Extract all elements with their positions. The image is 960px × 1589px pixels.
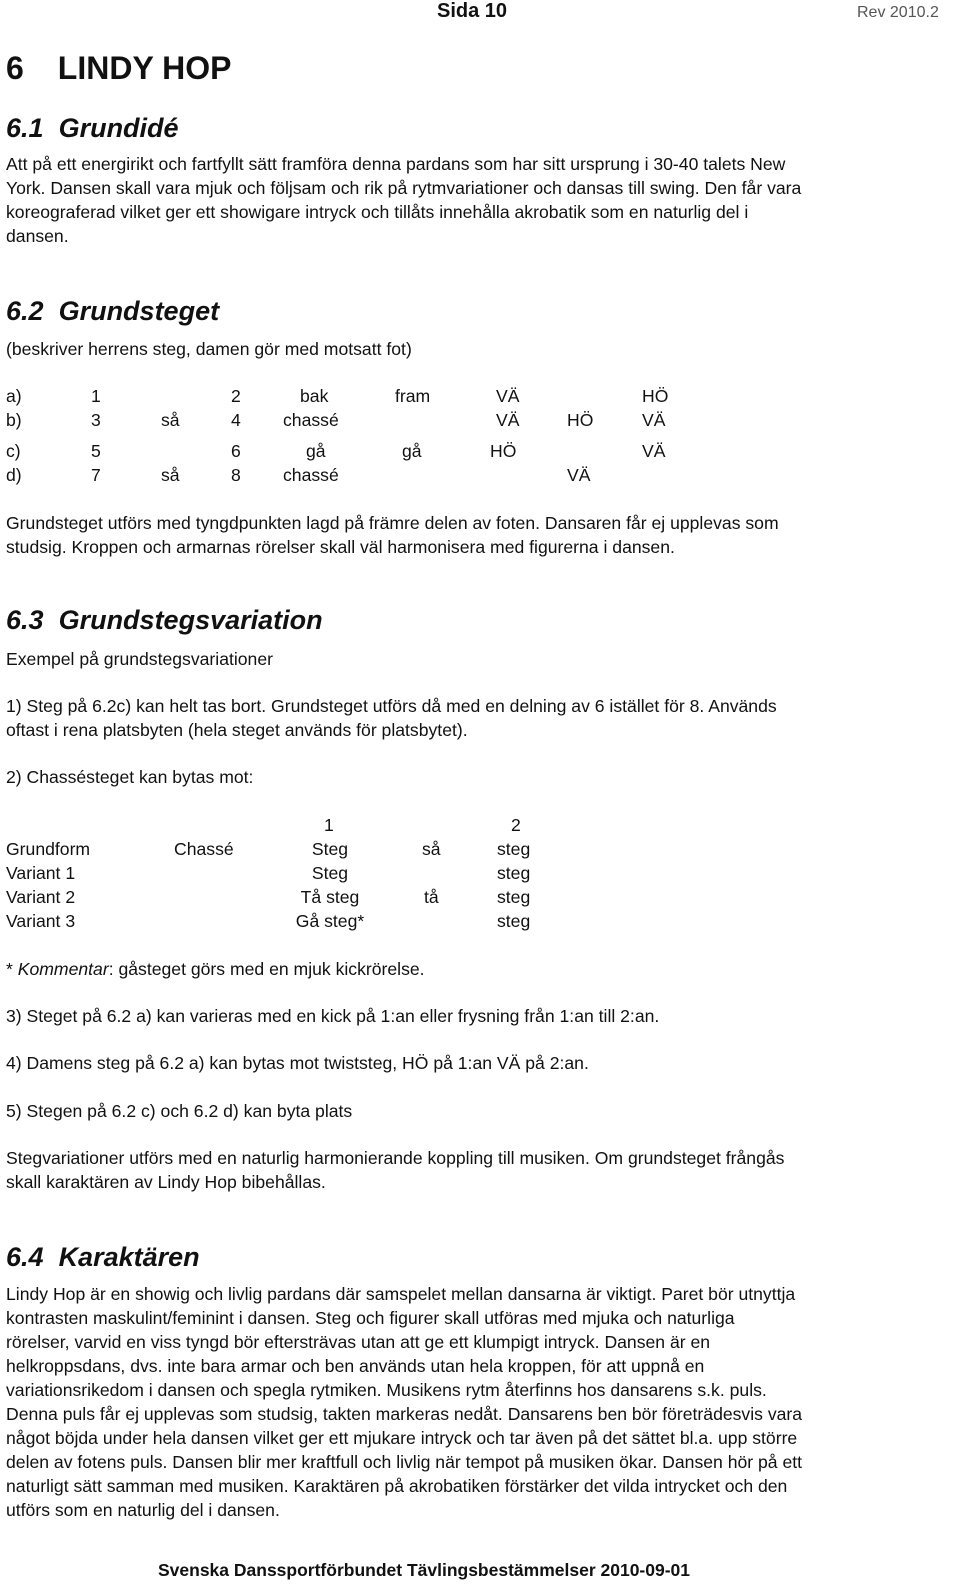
table-cell: Steg [311, 863, 349, 883]
step-cell: HÖ [567, 410, 594, 430]
footer: Svenska Danssportförbundet Tävlingsbestämmelser 2010-09-01 [158, 1560, 691, 1580]
paragraph-line: rörelser, varvid en viss tyngd bör eftersträvas utan att ge ett klumpigt intryck. Dansen är en [6, 1332, 711, 1352]
comment: * Kommentar: gåsteget görs med en mjuk kickrörelse. [6, 959, 425, 979]
table-cell: så [422, 839, 441, 859]
paragraph-line: skall karaktären av Lindy Hop bibehållas. [6, 1172, 326, 1192]
chapter-title [6, 50, 231, 87]
comment-label: Kommentar [17, 959, 109, 979]
revision: Rev 2010.2 [857, 4, 939, 21]
heading-6-4: 6.4 Karaktären [6, 1242, 200, 1272]
paragraph-line: Att på ett energirikt och fartfyllt sätt framföra denna pardans som har sitt ursprung i 30-40 talets New [6, 154, 786, 174]
table-cell: steg [497, 863, 531, 883]
table-cell: steg [497, 887, 531, 907]
table-cell: Grundform [6, 839, 91, 859]
step-cell: 4 [231, 410, 241, 430]
paragraph-line: Grundsteget utförs med tyngdpunkten lagd på främre delen av foten. Dansaren får ej upplevas som [6, 513, 779, 533]
step-cell: 1 [91, 386, 101, 406]
table-header-cell: 1 [324, 815, 334, 835]
table-cell: Tå steg [300, 887, 360, 907]
paragraph-line: Stegvariationer utförs med en naturlig harmonierande koppling till musiken. Om grundsteget frångås [6, 1148, 785, 1168]
heading-6-1: 6.1 Grundidé [6, 113, 179, 143]
step-cell: c) [6, 441, 21, 461]
heading-6-2: 6.2 Grundsteget [6, 296, 220, 326]
step-cell: gå [306, 441, 326, 461]
step-cell: 2 [231, 386, 241, 406]
table-cell: Variant 3 [6, 911, 76, 931]
table-header-cell: 2 [511, 815, 521, 835]
step-cell: 6 [231, 441, 241, 461]
chapter-number: 6 [6, 50, 24, 86]
step-cell: 7 [91, 465, 101, 485]
list-item: 3) Steget på 6.2 a) kan varieras med en kick på 1:an eller frysning från 1:an till 2:an. [6, 1006, 660, 1026]
paragraph-line: variationsrikedom i dansen och spegla rytmiken. Musikens rytm återfinns hos dansarens s.k. puls. [6, 1380, 767, 1400]
step-cell: d) [6, 465, 22, 485]
paragraph-line: Lindy Hop är en showig och livlig pardans där samspelet mellan dansarna är viktigt. Paret bör utnyttja [6, 1284, 796, 1304]
table-cell: Gå steg* [295, 911, 365, 931]
table-cell: Steg [311, 839, 349, 859]
paragraph-line: oftast i rena platsbyten (hela steget används för platsbytet). [6, 720, 468, 740]
paragraph-line: 1) Steg på 6.2c) kan helt tas bort. Grundsteget utförs då med en delning av 6 istället för 8. Används [6, 696, 777, 716]
list-item: 2) Chassésteget kan bytas mot: [6, 767, 254, 787]
step-cell: VÄ [642, 410, 666, 430]
subtitle: (beskriver herrens steg, damen gör med motsatt fot) [6, 339, 412, 359]
step-cell: 8 [231, 465, 241, 485]
step-cell: 3 [91, 410, 101, 430]
chapter-name: LINDY HOP [57, 50, 232, 86]
step-cell: chassé [283, 465, 339, 485]
paragraph-line: utförs som en naturlig del i dansen. [6, 1500, 280, 1520]
step-cell: bak [300, 386, 329, 406]
step-cell: så [161, 410, 180, 430]
table-cell: tå [424, 887, 439, 907]
step-cell: VÄ [496, 386, 520, 406]
step-cell: HÖ [642, 386, 669, 406]
step-cell: VÄ [567, 465, 591, 485]
table-cell: Variant 1 [6, 863, 76, 883]
paragraph-line: dansen. [6, 226, 69, 246]
paragraph-line: koreograferad vilket ger ett showigare intryck och tillåts innehålla akrobatik som en naturlig del i [6, 202, 749, 222]
paragraph-line: något böjda under hela dansen vilket ger ett mjukare intryck och tar även på det sättet bl.a. upp större [6, 1428, 798, 1448]
paragraph-line: Denna puls får ej upplevas som studsig, takten markeras nedåt. Dansarens ben bör företrädesvis vara [6, 1404, 803, 1424]
table-cell: steg [497, 911, 531, 931]
step-cell: VÄ [496, 410, 520, 430]
list-item: 4) Damens steg på 6.2 a) kan bytas mot twiststeg, HÖ på 1:an VÄ på 2:an. [6, 1053, 589, 1073]
step-cell: a) [6, 386, 22, 406]
paragraph-line: naturligt sätt samman med musiken. Karaktären på akrobatiken förstärker det vilda intrycket och den [6, 1476, 788, 1496]
step-cell: gå [402, 441, 422, 461]
step-cell: HÖ [490, 441, 517, 461]
heading-6-3: 6.3 Grundstegsvariation [6, 605, 323, 635]
subtitle: Exempel på grundstegsvariationer [6, 649, 273, 669]
step-cell: b) [6, 410, 22, 430]
paragraph-line: delen av fotens puls. Dansen blir mer kraftfull och livlig när tempot på musiken ökar. Dansen hör på ett [6, 1452, 803, 1472]
step-cell: 5 [91, 441, 101, 461]
page-number: Sida 10 [437, 0, 508, 22]
step-cell: fram [395, 386, 431, 406]
list-item: 5) Stegen på 6.2 c) och 6.2 d) kan byta plats [6, 1101, 353, 1121]
table-cell: Chassé [174, 839, 234, 859]
step-cell: så [161, 465, 180, 485]
step-cell: chassé [283, 410, 339, 430]
table-cell: Variant 2 [6, 887, 76, 907]
paragraph-line: York. Dansen skall vara mjuk och följsam och rik på rytmvariationer och dansas till swing. Den får vara [6, 178, 802, 198]
table-cell: steg [497, 839, 531, 859]
paragraph-line: kontrasten maskulint/feminint i dansen. Steg och figurer skall utföras med mjuka och naturliga [6, 1308, 735, 1328]
paragraph-line: studsig. Kroppen och armarnas rörelser skall väl harmonisera med figurerna i dansen. [6, 537, 675, 557]
paragraph-line: helkroppsdans, dvs. inte bara armar och ben används utan hela kroppen, för att uppnå en [6, 1356, 705, 1376]
step-cell: VÄ [642, 441, 666, 461]
